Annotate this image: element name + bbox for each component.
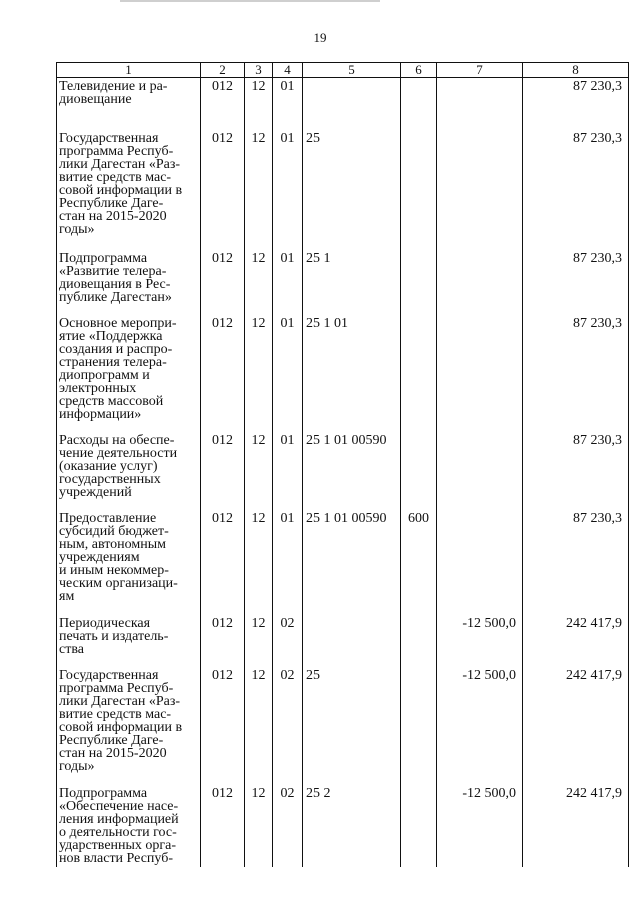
change-amount-cell: [437, 432, 523, 510]
section-code-cell: 12: [245, 785, 273, 867]
change-amount-cell: [437, 78, 523, 130]
total-amount-cell: 242 417,9: [523, 615, 629, 667]
row-name-line: витие средств мас-: [59, 169, 172, 185]
column-header-7: 7: [437, 63, 523, 78]
row-name-line: годы»: [59, 221, 95, 237]
expense-type-cell: [401, 78, 437, 130]
row-name-line: ления информацией: [59, 811, 179, 827]
row-name-line: (оказание услуг): [59, 458, 158, 474]
row-name-line: Периодическая: [59, 615, 151, 631]
expense-type-cell: [401, 785, 437, 867]
row-name-line: «Развитие телера-: [59, 263, 167, 279]
change-amount-cell: -12 500,0: [437, 615, 523, 667]
expense-type-cell: [401, 615, 437, 667]
table-row: [57, 667, 629, 785]
row-name-line: странения телера-: [59, 354, 167, 370]
change-amount-cell: -12 500,0: [437, 785, 523, 867]
row-name-line: ятие «Поддержка: [59, 328, 163, 344]
table-row: [57, 78, 629, 130]
target-article-cell: 25 2: [303, 785, 401, 867]
row-name-line: ческим организаци-: [59, 575, 178, 591]
target-article-cell: 25 1 01: [303, 315, 401, 432]
table-row: [57, 785, 629, 867]
target-article-cell: 25: [303, 667, 401, 785]
scan-top-rule: [120, 0, 380, 2]
subsection-code-cell: 01: [273, 130, 303, 250]
row-name-line: лики Дагестан «Раз-: [59, 156, 181, 172]
table-row: [57, 432, 629, 510]
row-name-line: годы»: [59, 758, 95, 774]
table-row: [57, 250, 629, 315]
expense-type-cell: [401, 250, 437, 315]
row-name-line: печать и издатель-: [59, 628, 169, 644]
change-amount-cell: [437, 250, 523, 315]
subsection-code-cell: 01: [273, 78, 303, 130]
total-amount-cell: 87 230,3: [523, 130, 629, 250]
expense-type-cell: [401, 315, 437, 432]
subsection-code-cell: 01: [273, 510, 303, 615]
ministry-code-cell: 012: [201, 130, 245, 250]
row-name-line: государственных: [59, 471, 161, 487]
row-name-line: Предоставление: [59, 510, 157, 526]
ministry-code-cell: 012: [201, 432, 245, 510]
change-amount-cell: -12 500,0: [437, 667, 523, 785]
ministry-code-cell: 012: [201, 510, 245, 615]
table-header-row: [57, 63, 629, 78]
row-name-line: Республике Даге-: [59, 195, 164, 211]
row-name-line: диовещания в Рес-: [59, 276, 171, 292]
row-name-cell: [57, 667, 201, 785]
page-number: 19: [313, 30, 327, 45]
column-header-3: 3: [245, 63, 273, 78]
section-code-cell: 12: [245, 315, 273, 432]
section-code-cell: 12: [245, 250, 273, 315]
ministry-code-cell: 012: [201, 250, 245, 315]
row-name-line: программа Респуб-: [59, 680, 174, 696]
row-name-line: лики Дагестан «Раз-: [59, 693, 181, 709]
row-name-line: программа Респуб-: [59, 143, 174, 159]
target-article-cell: 25 1 01 00590: [303, 432, 401, 510]
section-code-cell: 12: [245, 130, 273, 250]
row-name-line: совой информации в: [59, 719, 183, 735]
target-article-cell: [303, 78, 401, 130]
ministry-code-cell: 012: [201, 78, 245, 130]
row-name-line: ударственных орга-: [59, 837, 177, 853]
subsection-code-cell: 01: [273, 250, 303, 315]
subsection-code-cell: 02: [273, 785, 303, 867]
row-name-line: электронных: [59, 380, 137, 396]
expense-type-cell: [401, 667, 437, 785]
row-name-cell: [57, 315, 201, 432]
row-name-line: Основное меропри-: [59, 315, 177, 331]
subsection-code-cell: 01: [273, 315, 303, 432]
row-name-cell: [57, 785, 201, 867]
section-code-cell: 12: [245, 615, 273, 667]
row-name-line: Подпрограмма: [59, 785, 148, 801]
row-name-line: учреждений: [59, 484, 132, 500]
row-name-line: публике Дагестан»: [59, 289, 172, 305]
target-article-cell: 25 1 01 00590: [303, 510, 401, 615]
target-article-cell: [303, 615, 401, 667]
total-amount-cell: 87 230,3: [523, 315, 629, 432]
row-name-cell: [57, 432, 201, 510]
row-name-line: Подпрограмма: [59, 250, 148, 266]
total-amount-cell: 242 417,9: [523, 785, 629, 867]
subsection-code-cell: 02: [273, 667, 303, 785]
table-row: [57, 510, 629, 615]
budget-table: [56, 62, 629, 867]
row-name-line: витие средств мас-: [59, 706, 172, 722]
total-amount-cell: 87 230,3: [523, 250, 629, 315]
row-name-line: ным, автономным: [59, 536, 167, 552]
ministry-code-cell: 012: [201, 667, 245, 785]
table-row: [57, 130, 629, 250]
section-code-cell: 12: [245, 667, 273, 785]
row-name-line: диопрограмм и: [59, 367, 150, 383]
section-code-cell: 12: [245, 432, 273, 510]
column-header-5: 5: [303, 63, 401, 78]
column-header-4: 4: [273, 63, 303, 78]
row-name-line: средств массовой: [59, 393, 164, 409]
row-name-line: учреждениям: [59, 549, 140, 565]
expense-type-cell: 600: [401, 510, 437, 615]
section-code-cell: 12: [245, 510, 273, 615]
row-name-line: чение деятельности: [59, 445, 178, 461]
section-code-cell: 12: [245, 78, 273, 130]
row-name-line: нов власти Респуб-: [59, 850, 174, 866]
row-name-line: о деятельности гос-: [59, 824, 177, 840]
table-body: [57, 78, 629, 867]
expense-type-cell: [401, 130, 437, 250]
column-header-1: 1: [57, 63, 201, 78]
table-row: [57, 315, 629, 432]
row-name-cell: [57, 250, 201, 315]
row-name-line: стан на 2015-2020: [59, 208, 167, 224]
column-header-8: 8: [523, 63, 629, 78]
row-name-line: Республике Даге-: [59, 732, 164, 748]
row-name-line: и иным некоммер-: [59, 562, 169, 578]
table-row: [57, 615, 629, 667]
row-name-line: информации»: [59, 406, 142, 422]
ministry-code-cell: 012: [201, 315, 245, 432]
total-amount-cell: 87 230,3: [523, 78, 629, 130]
row-name-line: Государственная: [59, 130, 159, 146]
row-name-cell: [57, 130, 201, 250]
row-name-line: Телевидение и ра-: [59, 79, 168, 94]
ministry-code-cell: 012: [201, 615, 245, 667]
total-amount-cell: 87 230,3: [523, 510, 629, 615]
subsection-code-cell: 01: [273, 432, 303, 510]
row-name-line: создания и распро-: [59, 341, 173, 357]
row-name-line: Расходы на обеспе-: [59, 432, 175, 448]
row-name-cell: [57, 510, 201, 615]
change-amount-cell: [437, 510, 523, 615]
column-header-2: 2: [201, 63, 245, 78]
column-header-6: 6: [401, 63, 437, 78]
change-amount-cell: [437, 315, 523, 432]
expense-type-cell: [401, 432, 437, 510]
row-name-line: Государственная: [59, 667, 159, 683]
row-name-line: ства: [59, 641, 84, 657]
row-name-line: диовещание: [59, 92, 132, 107]
subsection-code-cell: 02: [273, 615, 303, 667]
target-article-cell: 25: [303, 130, 401, 250]
row-name-line: ям: [59, 588, 75, 604]
row-name-line: совой информации в: [59, 182, 183, 198]
total-amount-cell: 242 417,9: [523, 667, 629, 785]
change-amount-cell: [437, 130, 523, 250]
row-name-cell: [57, 78, 201, 130]
row-name-line: стан на 2015-2020: [59, 745, 167, 761]
row-name-cell: [57, 615, 201, 667]
ministry-code-cell: 012: [201, 785, 245, 867]
target-article-cell: 25 1: [303, 250, 401, 315]
row-name-line: «Обеспечение насе-: [59, 798, 179, 814]
row-name-line: субсидий бюджет-: [59, 523, 169, 539]
total-amount-cell: 87 230,3: [523, 432, 629, 510]
